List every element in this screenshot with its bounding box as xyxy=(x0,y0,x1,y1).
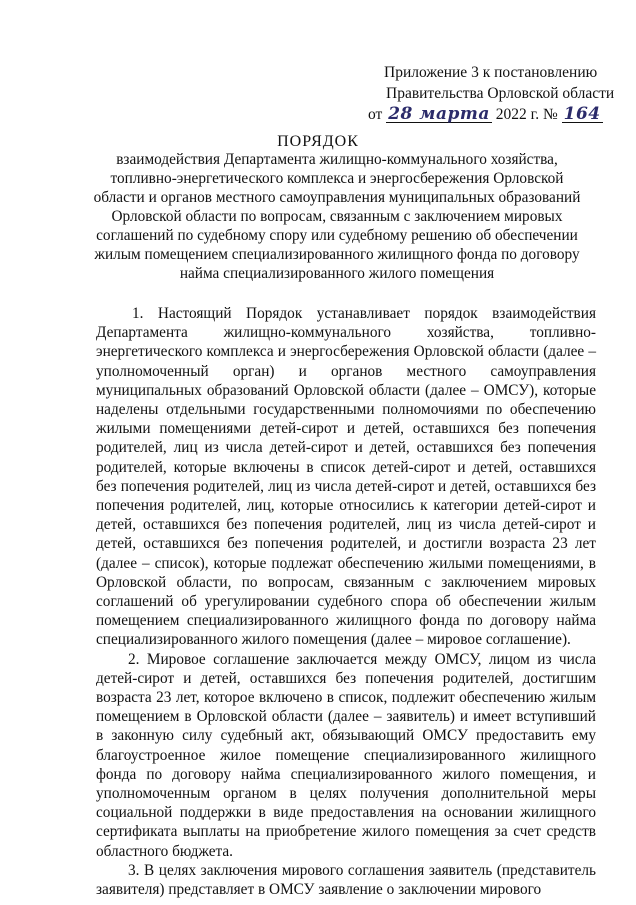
document-body xyxy=(96,304,596,899)
document-title: ПОРЯДОК xyxy=(277,133,359,150)
date-suffix: 2022 г. № xyxy=(495,106,558,123)
paragraph-2: 2. Мировое соглашение заключается между ОМСУ, лицом из числа детей-сирот и детей, оставшихся без попечения родителей, достигшим возраста 23 лет, которое включено в список, подлежит обеспечению жилым помещением в Орловской области (далее – заявитель) и имеет вступивший в законную силу судебный акт, обязывающий ОМСУ предоставить ему благоустроенное жилое помещение специализированного жилищного фонда по договору найма специализированного жилого помещения, и уполномоченным органом в целях получения дополнительной меры социальной поддержки в виде предоставления на основании жилищного сертификата выплаты на приобретение жилого помещения за счет средств областного бюджета. xyxy=(96,650,596,860)
paragraph-3: 3. В целях заключения мирового соглашения заявитель (представитель заявителя) представляет в ОМСУ заявление о заключении мирового xyxy=(96,861,596,899)
subtitle-line: жилым помещением специализированного жилищного фонда по договору xyxy=(94,246,580,263)
subtitle-line: топливно-энергетического комплекса и энергосбережения Орловской xyxy=(110,170,564,187)
handwritten-date: 28 марта xyxy=(388,104,490,124)
document-subtitle xyxy=(92,150,582,283)
appendix-date-line xyxy=(368,104,630,125)
subtitle-line: соглашений по судебному спору или судебному решению об обеспечении xyxy=(96,227,578,244)
subtitle-line: взаимодействия Департамента жилищно-коммунального хозяйства, xyxy=(116,151,558,168)
appendix-line-1: Приложение 3 к постановлению xyxy=(384,64,598,81)
appendix-header xyxy=(368,62,630,125)
paragraph-1: 1. Настоящий Порядок устанавливает порядок взаимодействия Департамента жилищно-коммунального хозяйства, топливно-энергетического комплекса и энергосбережения Орловской области (далее – уполномоченный орган) и органов местного самоуправления муниципальных образований Орловской области (далее – ОМСУ), которые наделены отдельными государственными полномочиями по обеспечению жилыми помещениями детей-сирот и детей, оставшихся без попечения родителей, лиц из числа детей-сирот и детей, оставшихся без попечения родителей, которые включены в список детей-сирот и детей, оставшихся без попечения родителей, лиц из числа детей-сирот и детей, оставшихся без попечения родителей, лиц, которые относились к категории детей-сирот и детей, оставшихся без попечения родителей, лиц из числа детей-сирот и детей, оставшихся без попечения родителей, и достигли возраста 23 лет (далее – список), которые подлежат обеспечению жилыми помещениями, в Орловской области, по вопросам, связанным с заключением мировых соглашений об урегулировании судебного спора об обеспечении жилым помещением специализированного жилищного фонда по договору найма специализированного жилого помещения (далее – мировое соглашение). xyxy=(96,305,596,649)
appendix-line-2: Правительства Орловской области xyxy=(386,85,615,102)
subtitle-line: найма специализированного жилого помещения xyxy=(179,265,495,282)
date-prefix: от xyxy=(368,106,383,123)
handwritten-number: 164 xyxy=(563,104,601,124)
subtitle-line: области и органов местного самоуправления муниципальных образований xyxy=(93,189,581,206)
subtitle-line: Орловской области по вопросам, связанным с заключением мировых xyxy=(111,208,563,225)
